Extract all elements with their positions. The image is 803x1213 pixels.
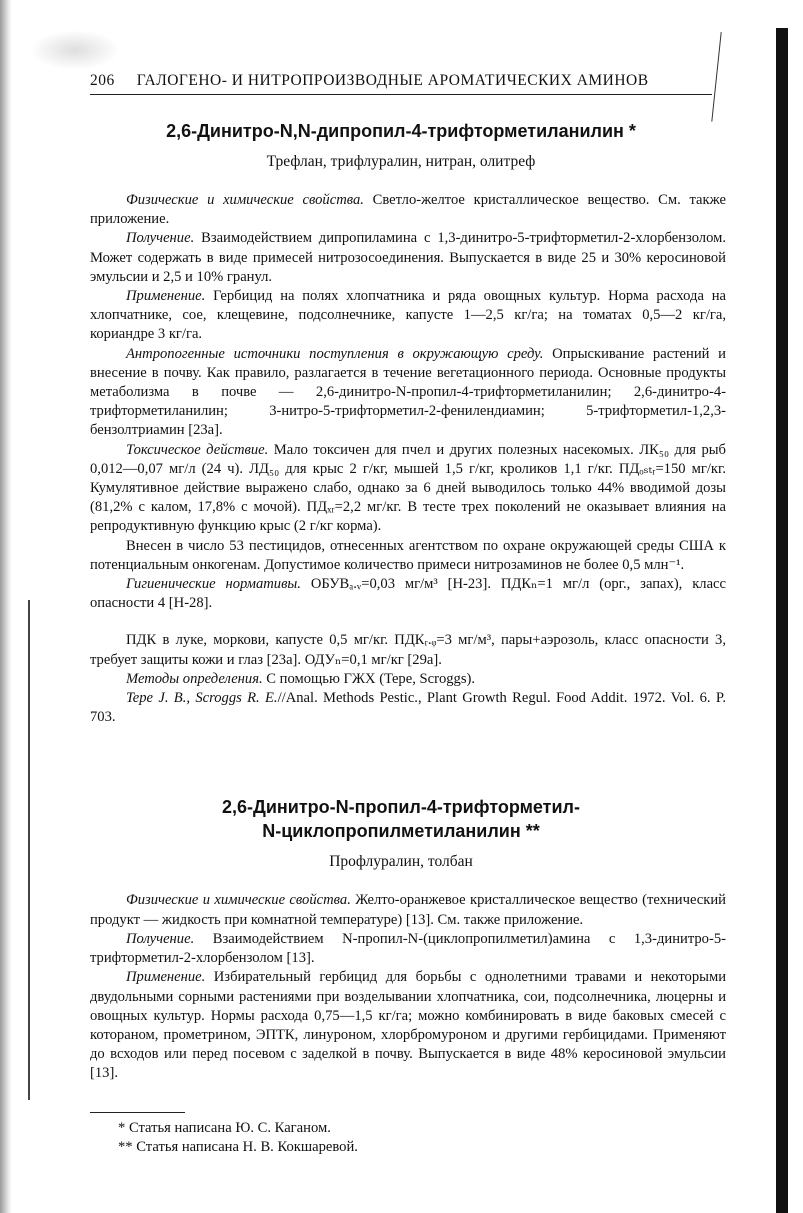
paragraph: Физические и химические свойства. Желто-оранжевое кристаллическое вещество (технический продукт — жидкость при комнатной температуре) [13]. См. также приложение. [90, 892, 726, 928]
page [90, 72, 768, 1157]
scan-right-bar [776, 28, 788, 1213]
footnote: * Статья написана Ю. С. Каганом. [118, 1119, 331, 1136]
paragraph: Получение. Взаимодействием дипропиламина с 1,3-динитро-5-трифторметил-2-хлорбензолом. Может содержать в виде примесей нитрозосоединения. Выпускается в виде 25 и 30% керосиновой эмульсии и 2,5 и 10% гранул. [90, 230, 726, 285]
article-synonyms: Трефлан, трифлуралин, нитран, олитреф [266, 153, 536, 170]
article-title-line: N-циклопропилметиланилин ** [262, 821, 540, 842]
article-body [90, 891, 768, 1083]
paragraph: Применение. Избирательный гербицид для борьбы с однолетними травами и некоторыми двудольными сорными растениями при возделывании хлопчатника, сои, подсолнечника, люцерны и овощных культур. Нормы расхода 0,75—1,5 кг/га; можно комбинировать в виде баковых смесей с которaном, прометрином, ЭПТК, линуроном, хлорбромуроном и другими гербицидами. Применяют до всходов или перед посевом с заделкой в почву. Выпускается в виде 48% керосиновой эмульсии [13]. [90, 969, 726, 1082]
paragraph: Гигиенические нормативы. ОБУВₐ.ᵥ=0,03 мг/м³ [Н-23]. ПДКₙ=1 мг/л (орг., запах), класс опасности 4 [Н-28]. [90, 576, 726, 612]
running-head [90, 72, 712, 95]
article-title-line: 2,6-Динитро-N-пропил-4-трифторметил- [222, 797, 580, 818]
article-title: 2,6-Динитро-N,N-дипропил-4-трифторметиланилин * [166, 121, 636, 141]
paragraph: Методы определения. С помощью ГЖХ (Tepe, Scroggs). [126, 670, 476, 687]
paragraph: Токсическое действие. Мало токсичен для пчел и других полезных насекомых. ЛК₅₀ для рыб 0,012—0,07 мг/л (24 ч). ЛД₅₀ для крыс 2 г/кг, мышей 1,5 г/кг, кроликов 1,1 г/кг. ПДₒₛₜᵣ=150 мг/кг. Кумулятивное действие выражено слабо, однако за 6 дней выводилось только 44% вводимой дозы (81,2% с калом, 17,8% с мочой). ПДₓᵣ=2,2 мг/кг. В тесте трех поколений не оказывает влияния на репродуктивную функцию крыс (2 г/кг корма). [90, 441, 726, 535]
paragraph: Внесен в число 53 пестицидов, отнесенных агентством по охране окружающей среды США к потенциальным онкогенам. Допустимое количество примеси нитрозаминов не более 0,5 млн⁻¹. [90, 537, 726, 573]
article-title [90, 795, 712, 843]
paragraph: ПДК в луке, моркови, капусте 0,5 мг/кг. ПДКᵣ.ᵩ=3 мг/м³, пары+аэрозоль, класс опасности 3, требует защиты кожи и глаз [23а]. ОДУₙ=0,1 мг/кг [29а]. [90, 632, 726, 668]
paragraph: Применение. Гербицид на полях хлопчатника и ряда овощных культур. Норма расхода на хлопчатнике, сое, клещевине, подсолнечнике, капусте 1—2,5 кг/га; на томатах 0,5—2 кг/га, кориандре 3 кг/га. [90, 288, 726, 343]
scan-left-edge [0, 0, 12, 1213]
page-number: 206 [90, 72, 115, 89]
paragraph: Антропогенные источники поступления в окружающую среду. Опрыскивание растений и внесение в почву. Как правило, разлагается в течение вегетационного периода. Основные продукты метаболизма в почве — 2,6-динитро-N-пропил-4-трифторметиланилин; 2,6-динитро-4-трифторметиланилин; 3-нитро-5-трифторметил-2-фенилендиамин; 5-трифторметил-1,2,3-бензолтриамин [23а]. [90, 345, 726, 439]
spacer [90, 613, 768, 631]
scan-smudge [30, 30, 120, 70]
article-body [90, 191, 768, 727]
scan-margin-line [28, 600, 30, 1100]
running-title: ГАЛОГЕНО- И НИТРОПРОИЗВОДНЫЕ АРОМАТИЧЕСКИХ АМИНОВ [136, 72, 649, 89]
article-synonyms: Профлуралин, толбан [329, 853, 473, 871]
reference: Tepe J. B., Scroggs R. E.//Anal. Methods Pestic., Plant Growth Regul. Food Addit. 1972. Vol. 6. P. 703. [90, 690, 726, 726]
paragraph: Получение. Взаимодействием N-пропил-N-(циклопропилметил)амина с 1,3-динитро-5-трифторметил-2-хлорбензолом [13]. [90, 930, 726, 967]
paragraph: Физические и химические свойства. Светло-желтое кристаллическое вещество. См. также приложение. [90, 192, 726, 228]
footnote: ** Статья написана Н. В. Кокшаревой. [118, 1138, 358, 1155]
spacer [90, 727, 768, 771]
footnote-rule [90, 1112, 185, 1113]
